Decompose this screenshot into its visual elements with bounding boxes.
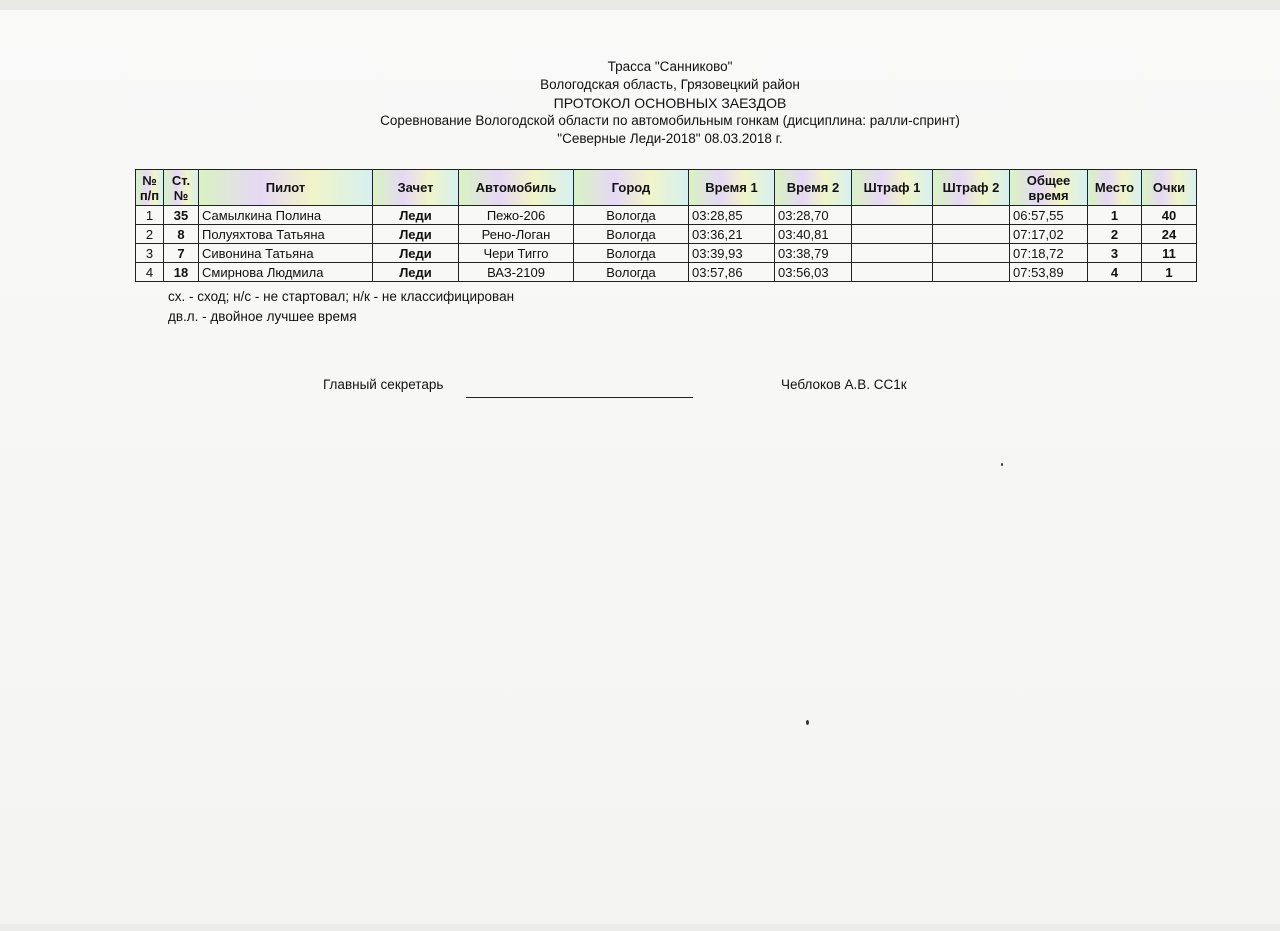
cell-class: Леди — [373, 263, 459, 282]
col-header-place: Место — [1088, 170, 1142, 206]
cell-start-no: 35 — [164, 206, 199, 225]
cell-place: 2 — [1088, 225, 1142, 244]
cell-pilot: Смирнова Людмила — [199, 263, 373, 282]
cell-no: 2 — [136, 225, 164, 244]
cell-pilot: Сивонина Татьяна — [199, 244, 373, 263]
table-row — [136, 244, 1197, 263]
cell-city: Вологда — [574, 206, 689, 225]
col-header-no: № п/п — [136, 170, 164, 206]
table-row — [136, 225, 1197, 244]
legend-note: дв.л. - двойное лучшее время — [168, 309, 357, 324]
col-header-class: Зачет — [373, 170, 459, 206]
cell-no: 4 — [136, 263, 164, 282]
col-header-time2: Время 2 — [775, 170, 852, 206]
scan-speck — [1001, 463, 1003, 466]
cell-pilot: Полуяхтова Татьяна — [199, 225, 373, 244]
document-header — [0, 58, 1280, 148]
col-header-penalty1: Штраф 1 — [852, 170, 933, 206]
table-row — [136, 206, 1197, 225]
signer-name: Чеблоков А.В. СС1к — [781, 377, 907, 392]
cell-place: 4 — [1088, 263, 1142, 282]
col-header-time1: Время 1 — [689, 170, 775, 206]
cell-city: Вологда — [574, 263, 689, 282]
cell-car: Чери Тигго — [459, 244, 574, 263]
page-top-edge — [0, 0, 1280, 10]
cell-no: 3 — [136, 244, 164, 263]
cell-penalty2 — [933, 225, 1010, 244]
cell-time2: 03:40,81 — [775, 225, 852, 244]
cell-class: Леди — [373, 206, 459, 225]
signature-line — [466, 397, 693, 398]
cell-total-time: 07:18,72 — [1010, 244, 1088, 263]
cell-total-time: 07:53,89 — [1010, 263, 1088, 282]
cell-time2: 03:28,70 — [775, 206, 852, 225]
col-header-start-no: Ст. № — [164, 170, 199, 206]
region-line: Вологодская область, Грязовецкий район — [540, 77, 800, 92]
cell-class: Леди — [373, 244, 459, 263]
col-header-car: Автомобиль — [459, 170, 574, 206]
venue-title: Трасса "Санниково" — [607, 59, 733, 74]
page-bottom-edge — [0, 924, 1280, 931]
table-row — [136, 263, 1197, 282]
cell-points: 11 — [1142, 244, 1197, 263]
cell-penalty1 — [852, 263, 933, 282]
col-header-penalty2: Штраф 2 — [933, 170, 1010, 206]
cell-city: Вологда — [574, 244, 689, 263]
cell-car: ВАЗ-2109 — [459, 263, 574, 282]
col-header-points: Очки — [1142, 170, 1197, 206]
cell-total-time: 06:57,55 — [1010, 206, 1088, 225]
signature-role: Главный секретарь — [323, 377, 444, 392]
cell-penalty1 — [852, 206, 933, 225]
cell-penalty2 — [933, 206, 1010, 225]
cell-points: 1 — [1142, 263, 1197, 282]
cell-total-time: 07:17,02 — [1010, 225, 1088, 244]
cell-place: 3 — [1088, 244, 1142, 263]
cell-city: Вологда — [574, 225, 689, 244]
cell-penalty2 — [933, 244, 1010, 263]
cell-time1: 03:28,85 — [689, 206, 775, 225]
cell-start-no: 8 — [164, 225, 199, 244]
cell-penalty1 — [852, 244, 933, 263]
results-table — [135, 169, 1197, 282]
cell-start-no: 7 — [164, 244, 199, 263]
cell-place: 1 — [1088, 206, 1142, 225]
table-header-row — [136, 170, 1197, 206]
cell-penalty1 — [852, 225, 933, 244]
scan-speck — [806, 720, 809, 725]
cell-no: 1 — [136, 206, 164, 225]
cell-penalty2 — [933, 263, 1010, 282]
cell-points: 40 — [1142, 206, 1197, 225]
cell-class: Леди — [373, 225, 459, 244]
cell-time2: 03:38,79 — [775, 244, 852, 263]
cell-car: Рено-Логан — [459, 225, 574, 244]
col-header-city: Город — [574, 170, 689, 206]
protocol-title: ПРОТОКОЛ ОСНОВНЫХ ЗАЕЗДОВ — [553, 95, 787, 111]
cell-time1: 03:36,21 — [689, 225, 775, 244]
legend-note: сх. - сход; н/с - не стартовал; н/к - не классифицирован — [168, 289, 515, 304]
cell-time2: 03:56,03 — [775, 263, 852, 282]
cell-pilot: Самылкина Полина — [199, 206, 373, 225]
cell-time1: 03:57,86 — [689, 263, 775, 282]
cell-car: Пежо-206 — [459, 206, 574, 225]
event-date-line: "Северные Леди-2018" 08.03.2018 г. — [557, 131, 783, 146]
col-header-total-time: Общее время — [1010, 170, 1088, 206]
cell-start-no: 18 — [164, 263, 199, 282]
col-header-pilot: Пилот — [199, 170, 373, 206]
competition-line: Соревнование Вологодской области по автомобильным гонкам (дисциплина: ралли-спринт) — [380, 113, 960, 128]
cell-points: 24 — [1142, 225, 1197, 244]
cell-time1: 03:39,93 — [689, 244, 775, 263]
legend-notes — [168, 287, 514, 327]
